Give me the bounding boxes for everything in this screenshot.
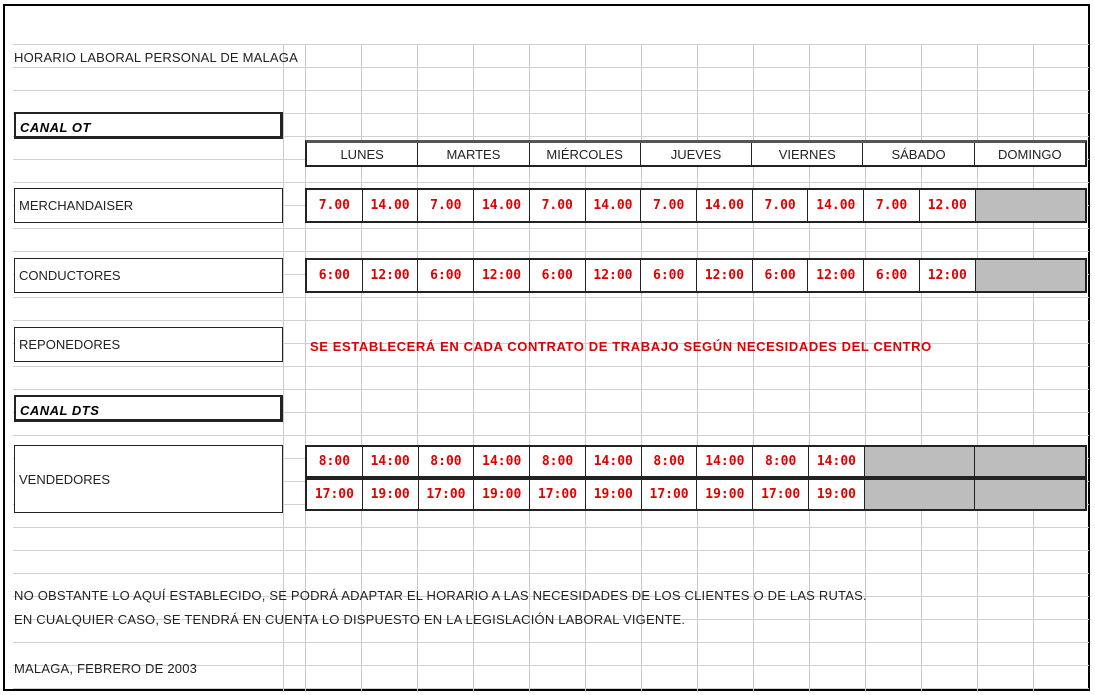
schedule-sheet	[3, 4, 1090, 691]
time-cell: 7.00	[641, 190, 697, 221]
time-cell: 6:00	[418, 260, 474, 291]
reponedores-note: SE ESTABLECERÁ EN CADA CONTRATO DE TRABAJO SEGÚN NECESIDADES DEL CENTRO	[310, 339, 932, 354]
grid-line	[13, 550, 1089, 551]
day-label: SÁBADO	[863, 143, 974, 165]
grid-line	[13, 297, 1089, 298]
time-cell: 19:00	[474, 480, 530, 509]
time-cell: 6:00	[307, 260, 363, 291]
time-cell: 12:00	[920, 260, 976, 291]
grid-line	[13, 182, 1089, 183]
sunday-off-cell	[976, 260, 1085, 291]
grid-line	[13, 90, 1089, 91]
vendedores-afternoon-times	[305, 478, 1087, 511]
time-cell: 7.00	[530, 190, 586, 221]
saturday-off-cell	[865, 480, 976, 509]
time-cell: 14:00	[809, 447, 865, 476]
sunday-off-cell	[975, 480, 1085, 509]
grid-line	[13, 251, 1089, 252]
time-cell: 14.00	[697, 190, 753, 221]
time-cell: 8:00	[753, 447, 809, 476]
role-merchandaiser: MERCHANDAISER	[14, 188, 283, 223]
time-cell: 12:00	[474, 260, 530, 291]
grid-line	[13, 642, 1089, 643]
time-cell: 14.00	[363, 190, 419, 221]
day-label: LUNES	[307, 143, 418, 165]
time-cell: 17:00	[642, 480, 698, 509]
merchandaiser-times	[305, 188, 1087, 223]
conductores-times	[305, 258, 1087, 293]
footer-note-2: EN CUALQUIER CASO, SE TENDRÁ EN CUENTA LO DISPUESTO EN LA LEGISLACIÓN LABORAL VIGENTE.	[14, 612, 686, 627]
section-canal-dts: CANAL DTS	[14, 395, 283, 422]
time-cell: 17:00	[307, 480, 363, 509]
time-cell: 19:00	[586, 480, 642, 509]
time-cell: 7.00	[418, 190, 474, 221]
grid-line	[13, 688, 1089, 689]
day-label: DOMINGO	[998, 147, 1062, 162]
time-cell: 8:00	[642, 447, 698, 476]
time-cell: 6:00	[641, 260, 697, 291]
sunday-off-cell	[976, 190, 1085, 221]
role-reponedores: REPONEDORES	[14, 327, 283, 362]
grid-line	[13, 228, 1089, 229]
time-cell: 12:00	[697, 260, 753, 291]
vendedores-morning-times	[305, 445, 1087, 478]
grid-line	[13, 389, 1089, 390]
time-cell: 8:00	[307, 447, 363, 476]
day-label: JUEVES	[641, 143, 752, 165]
time-cell: 6:00	[753, 260, 809, 291]
grid-line	[13, 320, 1089, 321]
time-cell: 17:00	[419, 480, 475, 509]
time-cell: 19:00	[697, 480, 753, 509]
role-conductores: CONDUCTORES	[14, 258, 283, 293]
time-cell: 6:00	[864, 260, 920, 291]
time-cell: 14:00	[586, 447, 642, 476]
time-cell: 12:00	[808, 260, 864, 291]
time-cell: 14:00	[697, 447, 753, 476]
role-vendedores: VENDEDORES	[14, 445, 283, 513]
time-cell: 8:00	[419, 447, 475, 476]
saturday-off-cell	[865, 447, 976, 476]
time-cell: 7.00	[753, 190, 809, 221]
grid-line	[13, 527, 1089, 528]
day-label: MIÉRCOLES	[530, 143, 641, 165]
weekday-header	[305, 140, 1087, 167]
time-cell: 19:00	[809, 480, 865, 509]
day-label: MARTES	[418, 143, 529, 165]
time-cell: 19:00	[363, 480, 419, 509]
time-cell: 12:00	[363, 260, 419, 291]
time-cell: 17:00	[530, 480, 586, 509]
grid-line	[13, 44, 1089, 45]
sunday-off-cell	[975, 447, 1085, 476]
time-cell: 14.00	[808, 190, 864, 221]
day-label: VIERNES	[752, 143, 863, 165]
grid-line	[13, 366, 1089, 367]
time-cell: 14:00	[363, 447, 419, 476]
time-cell: 8:00	[530, 447, 586, 476]
time-cell: 7.00	[307, 190, 363, 221]
grid-line	[13, 67, 1089, 68]
section-canal-ot: CANAL OT	[14, 112, 283, 139]
grid-line	[13, 573, 1089, 574]
time-cell: 14.00	[474, 190, 530, 221]
grid-line	[13, 435, 1089, 436]
time-cell: 14:00	[474, 447, 530, 476]
document-title: HORARIO LABORAL PERSONAL DE MALAGA	[14, 50, 298, 65]
footer-date: MALAGA, FEBRERO DE 2003	[14, 661, 198, 676]
time-cell: 14.00	[586, 190, 642, 221]
time-cell: 12.00	[920, 190, 976, 221]
time-cell: 17:00	[753, 480, 809, 509]
time-cell: 12:00	[586, 260, 642, 291]
footer-note-1: NO OBSTANTE LO AQUÍ ESTABLECIDO, SE PODRÁ ADAPTAR EL HORARIO A LAS NECESIDADES DE LOS CLIENTES O DE LAS RUTAS.	[14, 588, 867, 603]
time-cell: 6:00	[530, 260, 586, 291]
time-cell: 7.00	[864, 190, 920, 221]
